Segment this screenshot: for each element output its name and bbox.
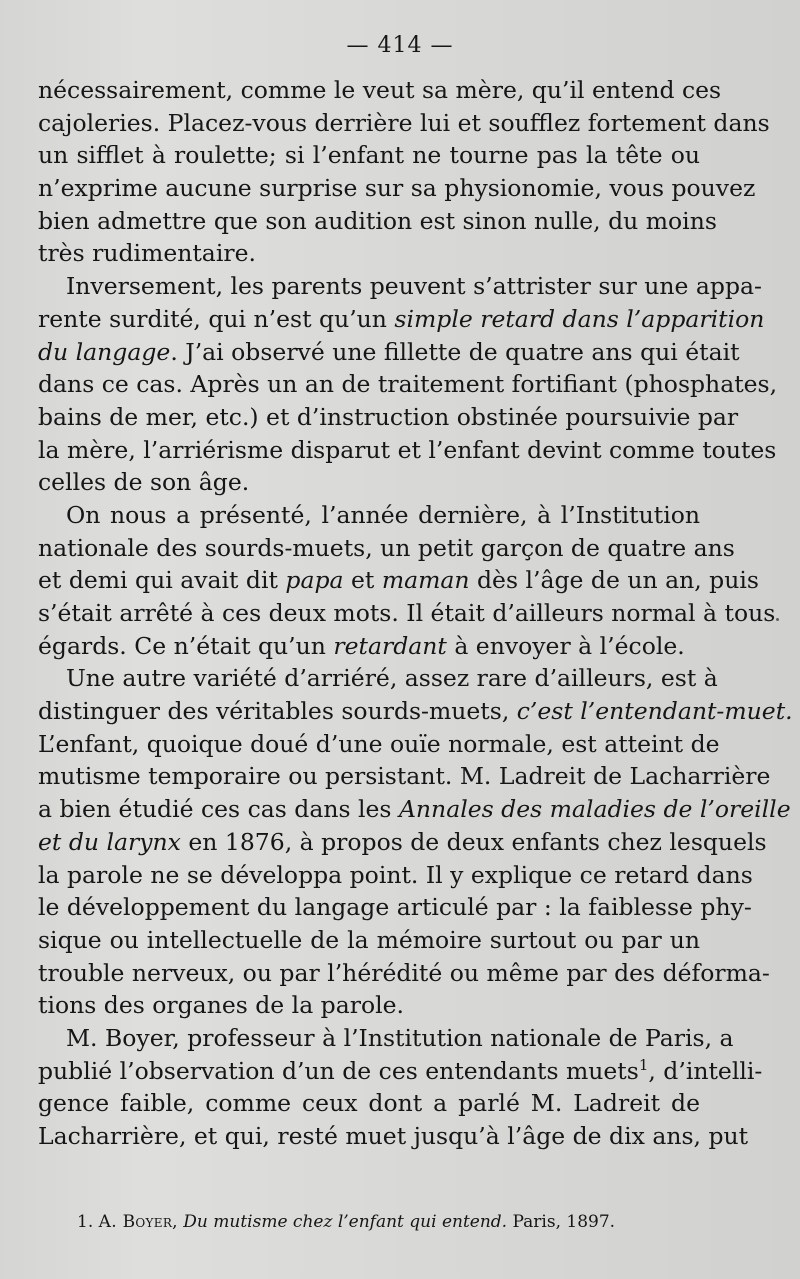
text-line: mutisme temporaire ou persistant. M. Ladreit de Lacharrière bbox=[38, 762, 771, 791]
italic-run: c’est l’entendant-muet. bbox=[516, 697, 793, 726]
text-line: le développement du langage articulé par : la faiblesse phy- bbox=[38, 893, 752, 922]
italic-run: simple retard dans l’apparition bbox=[394, 304, 765, 333]
italic-run: du langage bbox=[38, 337, 171, 366]
text-line: M. Boyer, professeur à l’Institution nationale de Paris, a bbox=[66, 1023, 734, 1052]
text-run: égards. Ce n’était qu’un bbox=[38, 631, 334, 660]
text-run: . J’ai observé une fillette de quatre ans qui était bbox=[170, 337, 740, 366]
text-line: Inversement, les parents peuvent s’attrister sur une appa- bbox=[66, 272, 762, 301]
italic-run: Annales des maladies de l’oreille bbox=[398, 795, 791, 824]
paragraph-2 bbox=[38, 270, 778, 499]
text-line: cajoleries. Placez-vous derrière lui et soufflez fortement dans bbox=[38, 108, 770, 137]
paragraph-5 bbox=[38, 1022, 763, 1153]
footnote-title: Du mutisme chez l’enfant qui entend. bbox=[183, 1212, 508, 1232]
text-line bbox=[38, 336, 740, 369]
text-line: nécessairement, comme le veut sa mère, qu’il entend ces bbox=[38, 76, 722, 104]
scan-speck bbox=[776, 618, 779, 621]
paragraph-1 bbox=[38, 74, 770, 270]
text-line: bien admettre que son audition est sinon nulle, du moins bbox=[38, 206, 717, 235]
footnote-number: 1. bbox=[77, 1212, 94, 1232]
text-line: On nous a présenté, l’année dernière, à l’Institution bbox=[66, 500, 700, 529]
text-run: publié l’observation d’un de ces entendants muets bbox=[38, 1056, 639, 1085]
italic-run: retardant bbox=[333, 631, 447, 660]
footnote bbox=[77, 1210, 717, 1234]
text-line bbox=[38, 826, 767, 859]
text-line: dans ce cas. Après un an de traitement fortifiant (phosphates, bbox=[38, 370, 778, 399]
text-run: rente surdité, qui n’est qu’un bbox=[38, 304, 395, 333]
text-line: Lacharrière, et qui, resté muet jusqu’à l’âge de dix ans, put bbox=[38, 1122, 749, 1150]
text-line: L’enfant, quoique doué d’une ouïe normale, est atteint de bbox=[38, 729, 720, 758]
body-text bbox=[38, 74, 793, 1153]
text-line bbox=[38, 793, 791, 826]
text-run: a bien étudié ces cas dans les bbox=[38, 795, 399, 824]
text-run: à envoyer à l’école. bbox=[446, 631, 685, 660]
text-line: Une autre variété d’arriéré, assez rare d’ailleurs, est à bbox=[66, 664, 718, 693]
text-line bbox=[38, 630, 700, 663]
text-run: dès l’âge de un an, puis bbox=[469, 566, 759, 595]
text-line bbox=[38, 564, 759, 597]
text-line: la mère, l’arriérisme disparut et l’enfant devint comme toutes bbox=[38, 435, 777, 464]
text-run: et bbox=[343, 566, 382, 595]
text-line: s’était arrêté à ces deux mots. Il était d’ailleurs normal à tous bbox=[38, 599, 776, 627]
text-line: très rudimentaire. bbox=[38, 239, 256, 268]
text-line bbox=[38, 695, 793, 728]
text-run: en 1876, à propos de deux enfants chez lesquels bbox=[180, 827, 767, 856]
text-line: nationale des sourds-muets, un petit garçon de quatre ans bbox=[38, 533, 735, 562]
text-run: distinguer des véritables sourds-muets, bbox=[38, 697, 517, 726]
text-line: trouble nerveux, ou par l’hérédité ou même par des déforma- bbox=[38, 958, 770, 987]
paragraph-3 bbox=[38, 499, 776, 662]
italic-run: et du larynx bbox=[38, 827, 181, 856]
paragraph-4 bbox=[38, 662, 793, 1022]
text-line bbox=[38, 303, 765, 336]
footnote-reference[interactable]: 1 bbox=[638, 1055, 649, 1074]
footnote-place-year: Paris, 1897. bbox=[512, 1212, 616, 1232]
page-number: — 414 — bbox=[346, 33, 454, 58]
footnote-author: A. Boyer, bbox=[98, 1212, 178, 1232]
text-run: , d’intelli- bbox=[648, 1056, 763, 1085]
text-line: un sifflet à roulette; si l’enfant ne tourne pas la tête ou bbox=[38, 141, 700, 170]
text-line: la parole ne se développa point. Il y explique ce retard dans bbox=[38, 860, 753, 889]
text-line: gence faible, comme ceux dont a parlé M. Ladreit de bbox=[38, 1089, 700, 1118]
italic-run: papa bbox=[285, 566, 344, 595]
text-line: celles de son âge. bbox=[38, 468, 250, 497]
text-line: sique ou intellectuelle de la mémoire surtout ou par un bbox=[38, 925, 700, 954]
italic-run: maman bbox=[381, 566, 470, 595]
text-line: bains de mer, etc.) et d’instruction obstinée poursuivie par bbox=[38, 402, 739, 431]
text-line bbox=[38, 1055, 763, 1088]
text-line: n’exprime aucune surprise sur sa physionomie, vous pouvez bbox=[38, 174, 756, 203]
text-line: tions des organes de la parole. bbox=[38, 991, 405, 1020]
text-run: et demi qui avait dit bbox=[38, 566, 286, 595]
